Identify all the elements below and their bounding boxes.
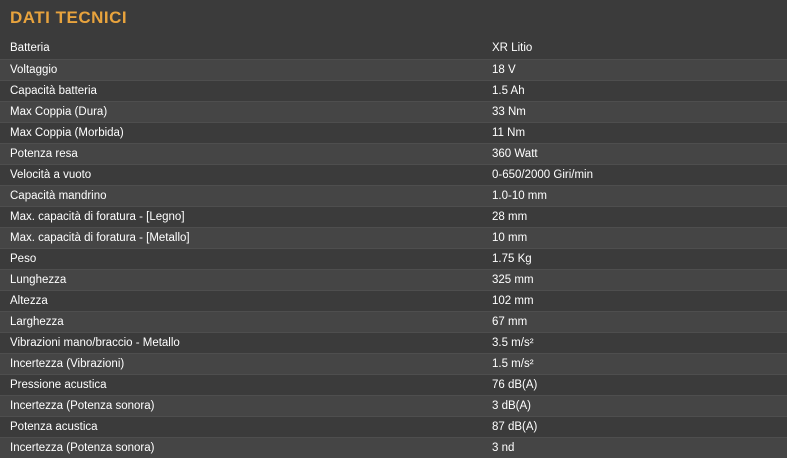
column-header-value: XR Litio <box>488 38 787 59</box>
table-row <box>0 164 787 185</box>
table-row <box>0 80 787 101</box>
spec-label: Capacità mandrino <box>0 185 488 206</box>
spec-value: 11 Nm <box>488 122 787 143</box>
table-row <box>0 353 787 374</box>
table-header-row <box>0 38 787 59</box>
spec-label: Vibrazioni mano/braccio - Metallo <box>0 332 488 353</box>
table-row <box>0 416 787 437</box>
spec-label: Pressione acustica <box>0 374 488 395</box>
spec-value: 3.5 m/s² <box>488 332 787 353</box>
table-row <box>0 101 787 122</box>
spec-label: Max Coppia (Dura) <box>0 101 488 122</box>
table-row <box>0 374 787 395</box>
spec-value: 1.0-10 mm <box>488 185 787 206</box>
spec-label: Max. capacità di foratura - [Legno] <box>0 206 488 227</box>
spec-value: 33 Nm <box>488 101 787 122</box>
spec-label: Potenza resa <box>0 143 488 164</box>
table-row <box>0 206 787 227</box>
spec-label: Peso <box>0 248 488 269</box>
spec-value: 1.5 Ah <box>488 80 787 101</box>
spec-value: 3 nd <box>488 437 787 458</box>
spec-label: Max Coppia (Morbida) <box>0 122 488 143</box>
column-header-label: Batteria <box>0 38 488 59</box>
table-row <box>0 122 787 143</box>
spec-value: 87 dB(A) <box>488 416 787 437</box>
table-row <box>0 332 787 353</box>
table-row <box>0 227 787 248</box>
spec-value: 18 V <box>488 59 787 80</box>
spec-label: Lunghezza <box>0 269 488 290</box>
spec-value: 1.5 m/s² <box>488 353 787 374</box>
table-row <box>0 437 787 458</box>
spec-label: Altezza <box>0 290 488 311</box>
table-row <box>0 290 787 311</box>
spec-label: Potenza acustica <box>0 416 488 437</box>
spec-value: 0-650/2000 Giri/min <box>488 164 787 185</box>
spec-value: 28 mm <box>488 206 787 227</box>
table-body <box>0 38 787 458</box>
table-row <box>0 311 787 332</box>
spec-value: 10 mm <box>488 227 787 248</box>
spec-label: Capacità batteria <box>0 80 488 101</box>
table-row <box>0 248 787 269</box>
spec-label: Velocità a vuoto <box>0 164 488 185</box>
spec-label: Larghezza <box>0 311 488 332</box>
spec-value: 67 mm <box>488 311 787 332</box>
spec-label: Voltaggio <box>0 59 488 80</box>
table-row <box>0 59 787 80</box>
spec-value: 325 mm <box>488 269 787 290</box>
spec-value: 76 dB(A) <box>488 374 787 395</box>
spec-label: Max. capacità di foratura - [Metallo] <box>0 227 488 248</box>
table-row <box>0 395 787 416</box>
spec-label: Incertezza (Vibrazioni) <box>0 353 488 374</box>
spec-value: 102 mm <box>488 290 787 311</box>
spec-label: Incertezza (Potenza sonora) <box>0 437 488 458</box>
spec-value: 1.75 Kg <box>488 248 787 269</box>
spec-label: Incertezza (Potenza sonora) <box>0 395 488 416</box>
page-title: DATI TECNICI <box>10 8 128 27</box>
table-row <box>0 143 787 164</box>
technical-data-table <box>0 38 787 458</box>
table-row <box>0 185 787 206</box>
spec-value: 360 Watt <box>488 143 787 164</box>
table-row <box>0 269 787 290</box>
spec-value: 3 dB(A) <box>488 395 787 416</box>
